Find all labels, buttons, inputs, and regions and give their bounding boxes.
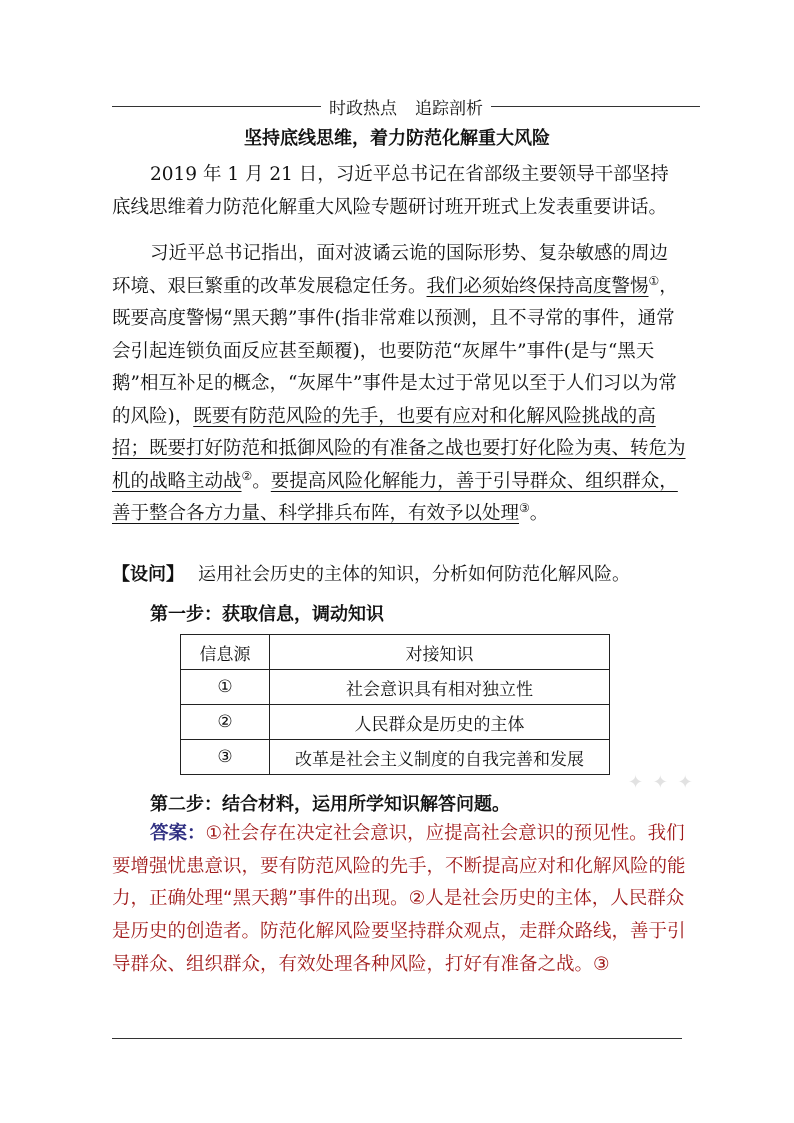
- underlined-phrase-1: 我们必须始终保持高度警惕: [426, 275, 649, 297]
- table-row: [181, 705, 610, 740]
- step-one: 第一步：获取信息，调动知识: [150, 604, 384, 625]
- underlined-phrase-2: 既要有防范风险的先手，也要有应对和化解风险挑战的高招；既要打好防范和抵御风险的有准备之战也要打好化险为夷、转危为机的战略主动战: [112, 405, 686, 492]
- watermark: ✦ ✦ ✦: [628, 772, 695, 793]
- answer-label: 答案：: [150, 823, 206, 844]
- table-cell-source: ①: [181, 670, 270, 705]
- question-label: 【设问】: [112, 564, 184, 585]
- header-right: 追踪剖析: [415, 98, 483, 119]
- paragraph-main-part3: 。: [252, 470, 271, 492]
- table-cell-knowledge: 社会意识具有相对独立性: [270, 670, 610, 705]
- table-header-knowledge: 对接知识: [270, 635, 610, 670]
- paragraph-main-part1: 习近平总书记指出，面对波谲云诡的国际形势、复杂敏感的周边环境、艰巨繁重的改革发展稳定任务。: [112, 243, 669, 297]
- section-header: [112, 92, 700, 120]
- header-rule-right: [491, 106, 700, 107]
- header-text: [321, 94, 491, 119]
- table-cell-knowledge: 人民群众是历史的主体: [270, 705, 610, 740]
- table-header-source: 信息源: [181, 635, 270, 670]
- underlined-phrase-3: 要提高风险化解能力，善于引导群众、组织群众，善于整合各方力量、科学排兵布阵，有效予以处理: [112, 470, 678, 524]
- header-rule-left: [112, 106, 321, 107]
- paragraph-main-part2: ，既要高度警惕“黑天鹅”事件(指非常难以预测，且不寻常的事件，通常会引起连锁负面反应甚至颠覆)，也要防范“灰犀牛”事件(是与“黑天鹅”相互补足的概念，“灰犀牛”事件是太过于常见以至于人们习以为常的风险)，: [112, 275, 678, 427]
- answer-block: [112, 818, 688, 982]
- marker-2: ②: [241, 468, 253, 483]
- table-cell-knowledge: 改革是社会主义制度的自我完善和发展: [270, 740, 610, 775]
- question-text: 运用社会历史的主体的知识，分析如何防范化解风险。: [198, 564, 630, 585]
- step-two: 第二步：结合材料，运用所学知识解答问题。: [150, 794, 510, 815]
- table-cell-source: ②: [181, 705, 270, 740]
- header-left: 时政热点: [329, 98, 397, 119]
- marker-3: ③: [519, 500, 530, 515]
- answer-text: ①社会存在决定社会意识，应提高社会意识的预见性。我们要增强忧患意识，要有防范风险的先手，不断提高应对和化解风险的能力，正确处理“黑天鹅”事件的出现。②人是社会历史的主体，人民群众是历史的创造者。防范化解风险要坚持群众观点，走群众路线，善于引导群众、组织群众，有效处理各种风险，打好有准备之战。③: [112, 823, 686, 975]
- question: [112, 560, 692, 586]
- paragraph-main: [112, 238, 686, 531]
- paragraph-intro-text: 2019 年 1 月 21 日，习近平总书记在省部级主要领导干部坚持底线思维着力防范化解重大风险专题研讨班开班式上发表重要讲话。: [112, 164, 669, 218]
- table-header-row: [181, 635, 610, 670]
- article-title: 坚持底线思维，着力防范化解重大风险: [244, 128, 550, 149]
- table-row: [181, 740, 610, 775]
- table-row: [181, 670, 610, 705]
- paragraph-main-part4: 。: [529, 503, 549, 524]
- table-cell-source: ③: [181, 740, 270, 775]
- knowledge-table: [180, 634, 610, 775]
- bottom-rule: [112, 1038, 682, 1039]
- marker-1: ①: [648, 273, 660, 288]
- paragraph-intro: [112, 159, 686, 224]
